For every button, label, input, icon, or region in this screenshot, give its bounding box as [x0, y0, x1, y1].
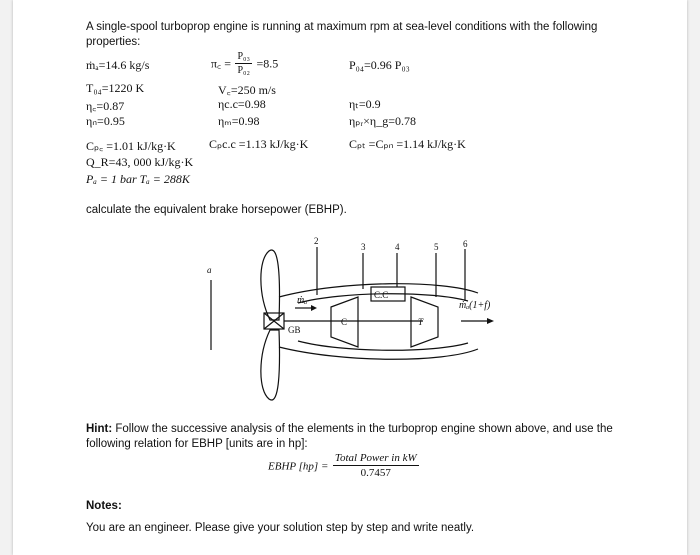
gearbox-label: GB [288, 325, 301, 335]
hint-text: Follow the successive analysis of the elements in the turboprop engine shown above, and use the following relation for EBHP [units are in hp]: [86, 423, 613, 450]
pressure-ratio-fraction [235, 50, 252, 77]
ebhp-denominator: 0.7457 [360, 467, 391, 479]
prop-eta-c: η꜀=0.87 [86, 99, 125, 113]
prop-eta-pr-g: ηₚᵣ×η_g=0.78 [349, 114, 416, 128]
hint-paragraph [86, 422, 646, 452]
hint-label: Hint: [86, 423, 113, 435]
prop-ambient: Pₐ = 1 bar Tₐ = 288K [86, 172, 190, 186]
ebhp-lhs: EBHP [hp] = [268, 460, 329, 473]
prop-eta-n: ηₙ=0.95 [86, 114, 125, 128]
mass-out-label: ṁₐ(1+f) [459, 300, 491, 311]
prop-cp-compressor: Cₚ꜀ =1.01 kJ/kg·K [86, 139, 176, 153]
notes-heading: Notes: [86, 500, 122, 512]
prop-pressure-ratio [211, 50, 278, 77]
ebhp-formula [268, 451, 419, 480]
problem-intro: A single-spool turboprop engine is running at maximum rpm at sea-level conditions with the following properties: [86, 21, 598, 48]
prop-heating-value: Q_R=43, 000 kJ/kg·K [86, 155, 194, 169]
pressure-ratio-num: P₀₃ [237, 51, 250, 62]
prop-cp-turbine-nozzle: Cₚₜ =Cₚₙ =1.14 kJ/kg·K [349, 137, 466, 151]
turbine-shape [411, 297, 438, 347]
station-2-label: 2 [314, 236, 319, 246]
outlet-arrowhead [487, 318, 494, 324]
station-6-label: 6 [463, 239, 468, 249]
turboprop-diagram [13, 225, 687, 415]
notes-text: You are an engineer. Please give your solution step by step and write neatly. [86, 522, 475, 534]
ebhp-numerator: Total Power in kW [334, 452, 417, 464]
prop-t04: T₀₄=1220 K [86, 81, 145, 95]
pressure-ratio-rhs: =8.5 [256, 56, 279, 71]
station-5-label: 5 [434, 242, 439, 252]
prop-mass-flow: ṁₐ=14.6 kg/s [86, 58, 150, 72]
nacelle-inner [298, 294, 468, 351]
ebhp-fraction [333, 451, 419, 480]
station-a-label: a [207, 265, 212, 275]
pressure-ratio-lhs: π꜀ = [211, 56, 231, 71]
station-3-label: 3 [361, 242, 366, 252]
mass-in-label: ṁₐ [297, 295, 308, 306]
calculate-statement: calculate the equivalent brake horsepower (EBHP). [86, 204, 347, 216]
propeller-blade-bottom [261, 330, 280, 400]
prop-flight-speed: V꜀=250 m/s [218, 83, 276, 97]
prop-eta-cc: ηc.c=0.98 [218, 97, 266, 111]
prop-p04: P₀₄=0.96 P₀₃ [349, 58, 410, 72]
turbine-label: T [418, 317, 424, 327]
pressure-ratio-den: P₀₂ [237, 65, 250, 76]
compressor-label: C [341, 317, 348, 327]
prop-eta-t: ηₜ=0.9 [349, 97, 381, 111]
inlet-arrowhead [311, 305, 317, 311]
combustor-label: C.C [374, 290, 389, 300]
station-4-label: 4 [395, 242, 400, 252]
propeller-blade-top [261, 250, 280, 320]
document-page [13, 0, 687, 555]
prop-cp-combustor: Cₚc.c =1.13 kJ/kg·K [209, 137, 309, 151]
prop-eta-m: ηₘ=0.98 [218, 114, 260, 128]
